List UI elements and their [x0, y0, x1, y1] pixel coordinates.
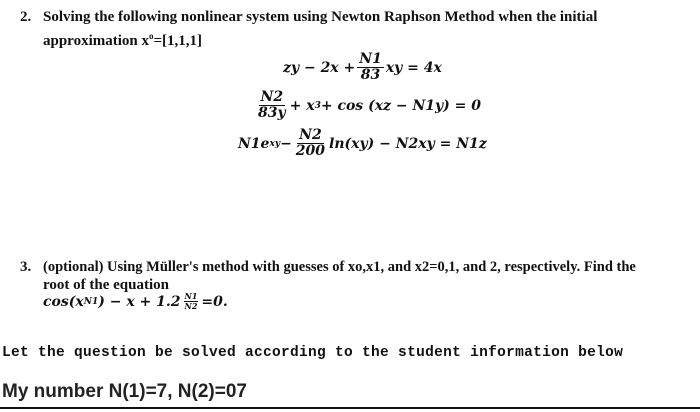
q2-approx-prefix: approximation x [43, 33, 149, 49]
q3-statement-line2: root of the equation [43, 277, 169, 293]
bottom-divider [0, 407, 700, 409]
eq1-lhs: zy − 2x + [283, 59, 356, 76]
eq2-frac-den: 83y [258, 105, 286, 121]
q3-frac-den: N2 [184, 301, 198, 311]
eq3-lhs: N1e [238, 135, 270, 152]
eq1-frac-den: 83 [360, 67, 381, 83]
q3-fraction [183, 292, 200, 311]
q2-approx-suffix: =[1,1,1] [153, 33, 203, 49]
eq3-sup: xy [269, 138, 281, 149]
eq2-fraction [256, 90, 288, 121]
q3-equation [43, 292, 228, 311]
q2-equation-2 [254, 90, 481, 121]
eq3-frac-den: 200 [295, 143, 326, 159]
eq3-minus: − [280, 135, 292, 152]
q3-eq-suffix: =0. [201, 293, 228, 310]
q2-statement-line2 [43, 27, 202, 51]
eq3-rhs: ln(xy) − N2xy = N1z [329, 135, 487, 152]
q3-number: 3. [20, 259, 32, 275]
student-info: My number N(1)=7, N(2)=07 [2, 381, 247, 402]
q2-equation-1 [283, 52, 442, 83]
eq1-fraction [357, 52, 384, 83]
eq2-sup: 3 [314, 100, 321, 111]
eq2-frac-num: N2 [260, 89, 284, 105]
q2-equation-3 [238, 128, 487, 159]
q2-statement-line1: Solving the following nonlinear system using Newton Raphson Method when the initial [43, 9, 598, 25]
q3-frac-num: N1 [184, 291, 198, 301]
eq2-rhs2: + cos (xz − N1y) = 0 [320, 97, 481, 114]
eq2-rhs: + x [289, 97, 315, 114]
q3-eq-sup: N1 [83, 296, 99, 307]
q2-number: 2. [20, 9, 32, 25]
eq3-frac-num: N2 [299, 127, 322, 143]
eq1-frac-num: N1 [359, 51, 382, 67]
q3-statement-line1: (optional) Using Müller's method with guesses of xo,x1, and x2=0,1, and 2, respectively. Find the [43, 259, 636, 275]
q3-eq-mid: ) − x + 1.2 [98, 293, 181, 310]
q3-eq-prefix: cos(x [43, 293, 84, 310]
eq1-rhs: xy = 4x [385, 59, 442, 76]
instruction-text: Let the question be solved according to the student information below [2, 345, 624, 361]
eq3-fraction [294, 128, 327, 159]
q2-approx-sup: o [149, 31, 154, 41]
